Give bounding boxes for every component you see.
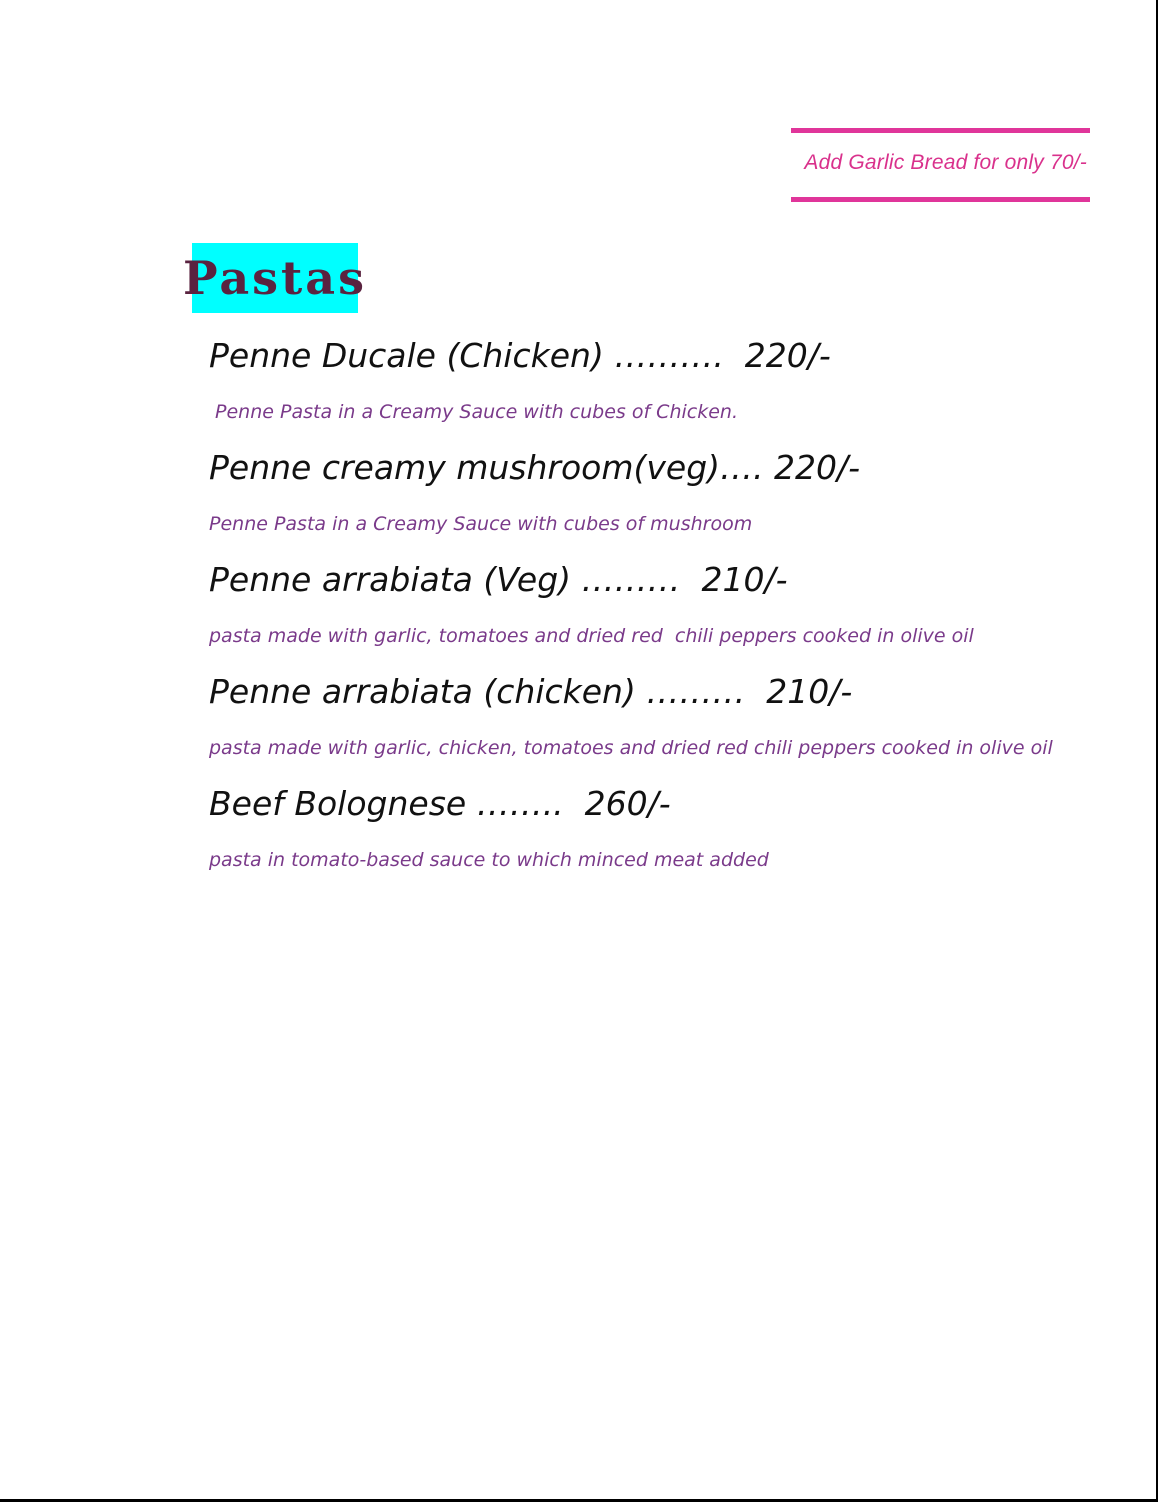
- menu-item-description: Penne Pasta in a Creamy Sauce with cubes of Chicken.: [209, 401, 738, 423]
- section-title: Pastas: [183, 251, 368, 305]
- menu-item-description: pasta in tomato-based sauce to which minced meat added: [209, 849, 769, 871]
- menu-item-name-price: Penne arrabiata (chicken) ……… 210/-: [209, 672, 853, 711]
- menu-list: [209, 330, 1109, 890]
- menu-item-description: Penne Pasta in a Creamy Sauce with cubes of mushroom: [209, 513, 753, 535]
- menu-item-description: pasta made with garlic, tomatoes and dried red chili peppers cooked in olive oil: [209, 625, 974, 647]
- promo-text: Add Garlic Bread for only 70/-: [804, 151, 1087, 174]
- menu-item-name-price: Penne arrabiata (Veg) ……… 210/-: [209, 560, 788, 599]
- menu-item-description: pasta made with garlic, chicken, tomatoes and dried red chili peppers cooked in olive oil: [209, 737, 1053, 759]
- garlic-bread-promo-banner: [791, 128, 1090, 202]
- menu-item-name-price: Penne Ducale (Chicken) ………. 220/-: [209, 336, 831, 375]
- menu-item: [209, 330, 1109, 442]
- menu-item: [209, 666, 1109, 778]
- menu-item: [209, 778, 1109, 890]
- menu-item-name-price: Beef Bolognese …….. 260/-: [209, 784, 671, 823]
- menu-item: [209, 554, 1109, 666]
- section-title-highlight: [183, 243, 368, 313]
- menu-item-name-price: Penne creamy mushroom(veg)…. 220/-: [209, 448, 861, 487]
- menu-item: [209, 442, 1109, 554]
